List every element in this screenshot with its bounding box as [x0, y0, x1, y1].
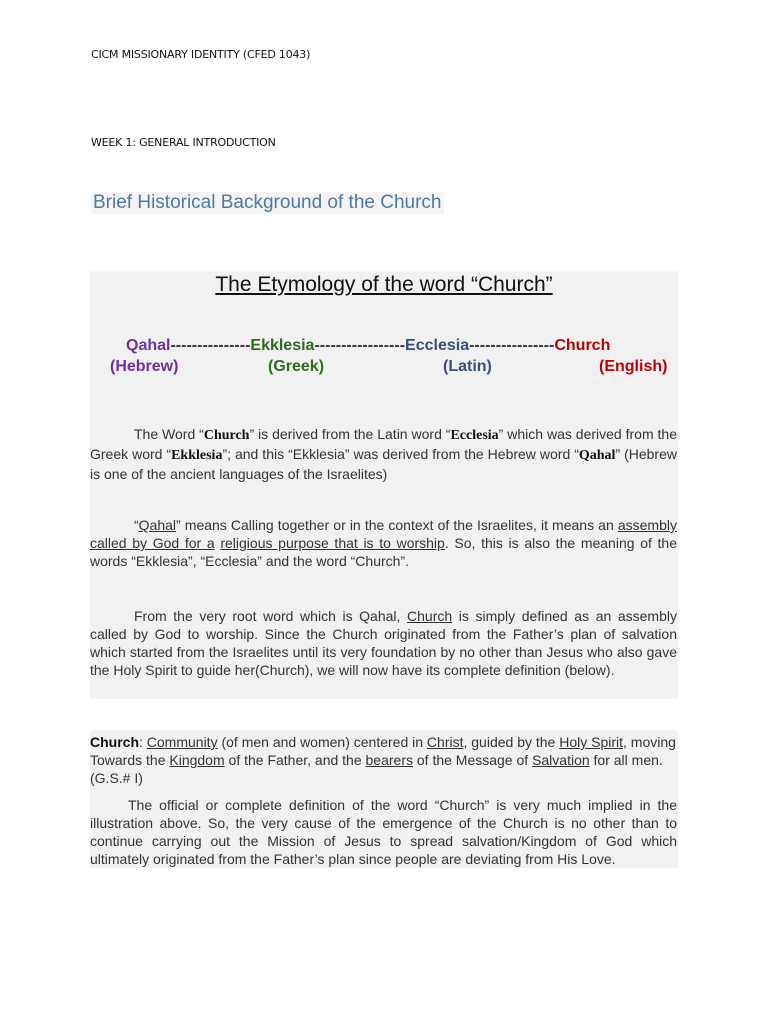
text: , guided by the	[463, 734, 560, 750]
etymology-title: The Etymology of the word “Church”	[215, 273, 553, 296]
text: The Word “	[134, 426, 204, 442]
term-christ: Christ	[426, 734, 464, 750]
lang-latin: (Latin)	[443, 358, 492, 375]
underlined-phrase: religious purpose that is to worship	[220, 535, 445, 551]
text: :	[139, 734, 147, 750]
text: From the very root word which is Qahal,	[134, 608, 408, 624]
term-community: Community	[146, 734, 218, 750]
paragraph-derivation	[90, 425, 677, 483]
text: , moving Towards the	[90, 734, 676, 768]
word-qahal: Qahal	[126, 337, 171, 354]
text: ” is derived from the Latin word “	[249, 426, 451, 442]
text: ” which was derived from the Greek word “	[90, 426, 678, 462]
text: for all men.(G.S.# I)	[90, 752, 663, 786]
course-header: CICM MISSIONARY IDENTITY (CFED 1043)	[91, 48, 311, 61]
word-church: Church	[554, 337, 611, 354]
etymology-title-wrap	[90, 273, 678, 297]
text: of the Father, and the	[224, 752, 366, 768]
text: (of men and women) centered in	[217, 734, 427, 750]
lang-english: (English)	[599, 358, 668, 375]
word-ecclesia: Ecclesia	[405, 337, 470, 354]
underlined-phrase: assembly called by God for a	[90, 517, 677, 551]
term-salvation: Salvation	[532, 752, 590, 768]
paragraph-complete-definition	[90, 733, 677, 787]
term-ekklesia: Ekklesia	[171, 448, 223, 463]
section-title: Brief Historical Background of the Church	[93, 192, 442, 213]
text: ”; and this “Ekklesia” was derived from the Hebrew word “	[222, 446, 579, 462]
dash-connector: -----------------	[314, 337, 406, 354]
term-ecclesia: Ecclesia	[450, 428, 499, 443]
term-kingdom: Kingdom	[169, 752, 225, 768]
text: of the Message of	[412, 752, 533, 768]
term-qahal: Qahal	[578, 448, 616, 463]
term-holy-spirit: Holy Spirit	[559, 734, 624, 750]
etymology-chain	[126, 337, 610, 355]
text: . So, this is also the meaning of the words “Ekklesia”, “Ecclesia” and the word “Church”.	[90, 535, 678, 569]
term-qahal: Qahal	[138, 517, 177, 533]
paragraph-qahal-meaning	[90, 516, 677, 570]
dash-connector: ---------------	[170, 337, 251, 354]
paragraph-official-definition	[90, 796, 677, 868]
text: “	[134, 517, 139, 533]
text: ” (Hebrew is one of the ancient languages of the Israelites)	[90, 446, 677, 482]
term-bearers: bearers	[365, 752, 413, 768]
term-church: Church	[203, 428, 250, 443]
text: is simply defined as an assembly called by God to worship. Since the Church originated from the Father’s plan of salvation which started from the Israelites until its very foundation by no other than Jesus who also gave the Holy Spirit to guide her(Church), we will now have its complete definition (below).	[90, 608, 677, 678]
dash-connector: ----------------	[469, 337, 555, 354]
word-ekklesia: Ekklesia	[250, 337, 315, 354]
paragraph-church-definition	[90, 607, 677, 679]
term-church: Church	[90, 734, 139, 750]
lang-hebrew: (Hebrew)	[110, 358, 179, 375]
week-heading: WEEK 1: GENERAL INTRODUCTION	[91, 136, 276, 149]
lang-greek: (Greek)	[268, 358, 325, 375]
term-church: Church	[407, 608, 453, 624]
text: The official or complete definition of the word “Church” is very much implied in the illustration above. So, the very cause of the emergence of the Church is no other than to continue carrying out the Mission of Jesus to spread salvation/Kingdom of God which ultimately originated from the Father’s plan since people are deviating from His Love.	[90, 797, 677, 867]
text: ” means Calling together or in the context of the Israelites, it means an	[176, 517, 618, 533]
